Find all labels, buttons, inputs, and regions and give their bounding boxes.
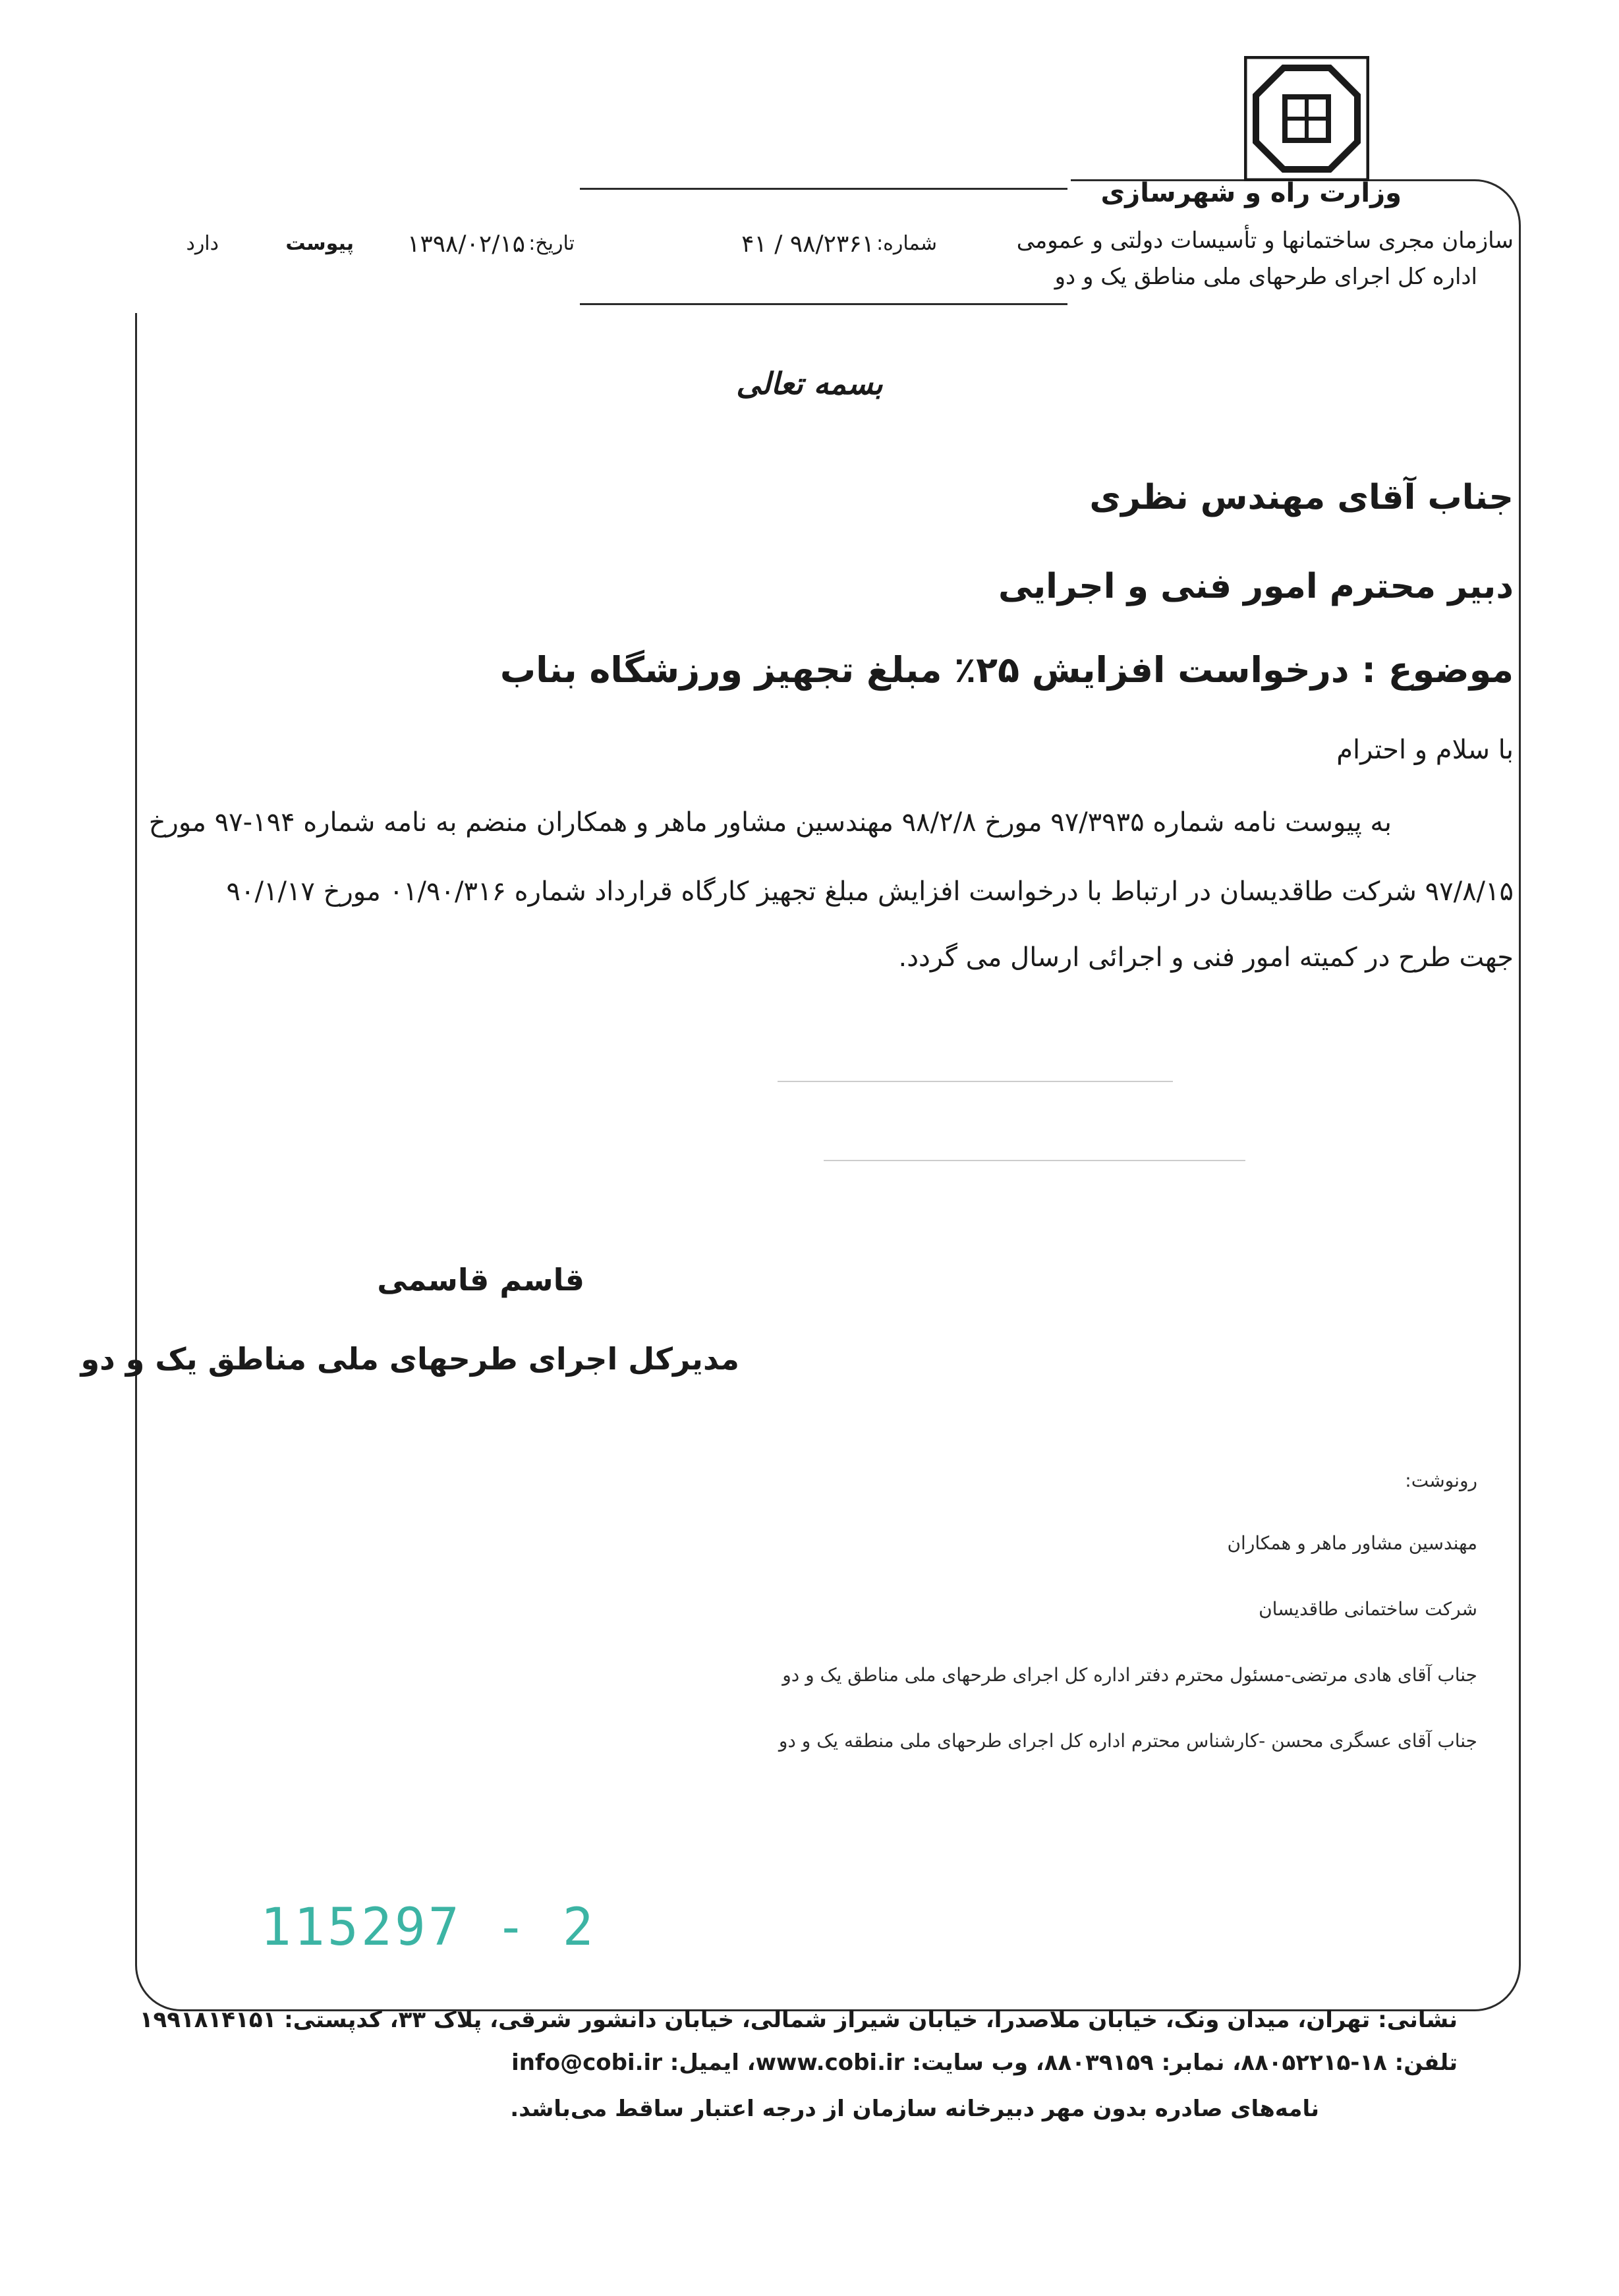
organization-name: سازمان مجری ساختمانها و تأسیسات دولتی و عمومی <box>1016 227 1514 254</box>
attachment-value: دارد <box>186 232 219 255</box>
handwritten-reference-number: 115297 - 2 <box>260 1898 596 1957</box>
letter-number: ۴۱ / ۹۸/۲۳۶۱ <box>741 231 874 258</box>
copy-recipient: جناب آقای هادی مرتضی-مسئول محترم دفتر اداره کل اجرای طرحهای ملی مناطق یک و دو <box>782 1664 1477 1686</box>
copies-label: رونوشت: <box>1405 1470 1477 1491</box>
signer-name: قاسم قاسمی <box>377 1262 584 1298</box>
letter-date: ۱۳۹۸/۰۲/۱۵ <box>407 231 525 258</box>
greeting: با سلام و احترام <box>1336 735 1514 765</box>
signer-title: مدیرکل اجرای طرحهای ملی مناطق یک و دو <box>80 1341 739 1377</box>
bismillah-heading: بسمه تعالی <box>736 366 883 401</box>
recipient-title: دبیر محترم امور فنی و اجرایی <box>998 567 1514 606</box>
copy-recipient: شرکت ساختمانی طاقدیسان <box>1259 1598 1477 1620</box>
body-paragraph-line: جهت طرح در کمیته امور فنی و اجرائی ارسال می گردد. <box>898 942 1514 973</box>
header-rule <box>580 188 1067 190</box>
body-paragraph-line: ۹۷/۸/۱۵ شرکت طاقدیسان در ارتباط با درخواست افزایش مبلغ تجهیز کارگاه قرارداد شماره ۰۱/۹۰/۳۱۶ مورخ ۹۰/۱/۱۷ <box>226 876 1514 907</box>
footer-disclaimer: نامه‌های صادره بدون مهر دبیرخانه سازمان از درجه اعتبار ساقط می‌باشد. <box>510 2096 1319 2122</box>
attachment-label: پیوست <box>285 232 354 255</box>
department-name: اداره کل اجرای طرحهای ملی مناطق یک و دو <box>1054 264 1477 290</box>
ministry-window-emblem-icon <box>1244 56 1369 181</box>
copy-recipient: جناب آقای عسگری محسن -کارشناس محترم اداره کل اجرای طرحهای ملی منطقه یک و دو <box>778 1730 1477 1752</box>
footer-address: نشانی: تهران، میدان ونک، خیابان ملاصدرا، خیابان شیراز شمالی، خیابان دانشور شرقی، پلاک ۳۳، کدپستی: ۱۹۹۱۸۱۴۱۵۱ <box>139 2007 1458 2033</box>
letter-subject: موضوع : درخواست افزایش ۲۵٪ مبلغ تجهیز ورزشگاه بناب <box>499 649 1514 691</box>
copy-recipient: مهندسین مشاور ماهر و همکاران <box>1227 1532 1477 1554</box>
date-label: تاریخ: <box>528 232 575 255</box>
recipient-name: جناب آقای مهندس نظری <box>1089 478 1514 517</box>
number-label: شماره: <box>876 232 937 255</box>
letter-meta <box>0 231 1619 264</box>
body-paragraph-line: به پیوست نامه شماره ۹۷/۳۹۳۵ مورخ ۹۸/۲/۸ مهندسین مشاور ماهر و همکاران منضم به نامه شماره ۱۹۴-۹۷ مورخ <box>148 807 1392 838</box>
footer-contact: تلفن: ۱۸-۸۸۰۵۲۲۱۵، نمابر: ۸۸۰۳۹۱۵۹، وب سایت: www.cobi.ir، ایمیل: info@cobi.ir <box>511 2050 1458 2076</box>
ministry-name: وزارت راه و شهرسازی <box>1100 178 1402 208</box>
header-rule <box>580 303 1067 305</box>
